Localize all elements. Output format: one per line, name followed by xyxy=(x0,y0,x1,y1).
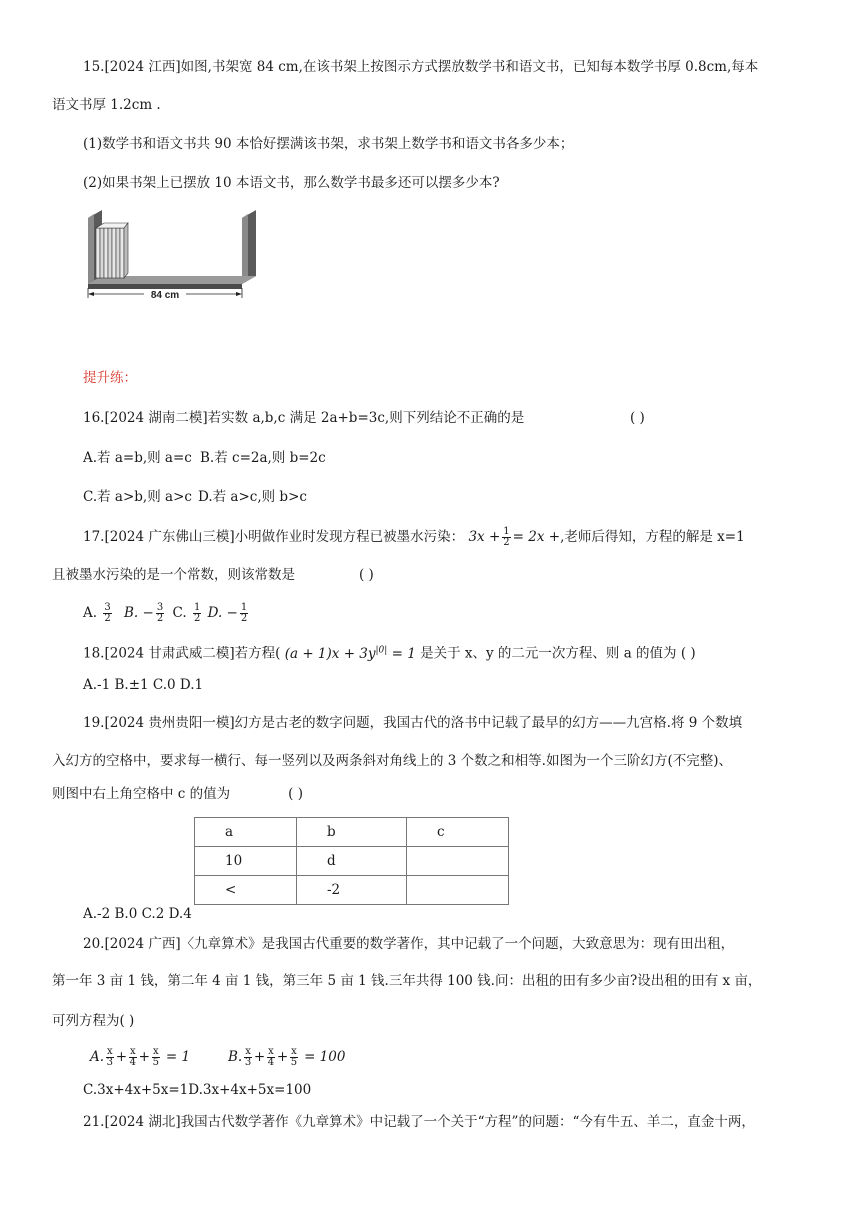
q19-options: A.-2 B.0 C.2 D.4 xyxy=(83,906,192,922)
q19-line1: 19.[2024 贵州贵阳一模]幻方是古老的数字问题，我国古代的洛书中记载了最早的幻方——九宫格.将 9 个数填 xyxy=(83,715,743,731)
q20-line1: 20.[2024 广西]〈九章算术》是我国古代重要的数学著作，其中记载了一个问题，大致意思为：现有田出租， xyxy=(83,936,735,952)
q17-line2: 且被墨水污染的是一个常数，则该常数是 ( ) xyxy=(52,567,374,583)
figure-width-label: 84 cm xyxy=(150,290,180,301)
q16-option-d: D.若 a>c,则 b>c xyxy=(198,489,307,505)
grid-cell: 10 xyxy=(195,847,297,876)
q17-option-c: C. $\frac{1}{2}$ xyxy=(172,602,201,624)
magic-square-grid xyxy=(194,817,509,905)
bookshelf-figure xyxy=(84,208,268,304)
grid-cell: < xyxy=(195,876,297,905)
q17-stem-post: ,老师后得知，方程的解是 x=1 xyxy=(560,529,745,545)
grid-cell: d xyxy=(297,847,407,876)
q17-option-d: D. − $\frac{1}{2}$ xyxy=(207,602,248,624)
q18-stem: 18.[2024 甘肃武威二模]若方程( $(a + 1)x + 3y^{|0|} = 1$ 是关于 x、y 的二元一次方程、则 a 的值为 ( ) xyxy=(83,645,696,662)
grid-cell xyxy=(407,847,509,876)
q20-line2: 第一年 3 亩 1 钱，第二年 4 亩 1 钱，第三年 5 亩 1 钱.三年共得 100 钱.问：出租的田有多少亩?设出租的田有 x 亩， xyxy=(52,973,762,989)
grid-cell: a xyxy=(195,818,297,847)
grid-cell: c xyxy=(407,818,509,847)
q17-option-b: B. − $\frac{3}{2}$ xyxy=(124,602,164,624)
q16-option-b: B.若 c=2a,则 b=2c xyxy=(200,450,326,466)
q15-line2: 语文书厚 1.2cm . xyxy=(52,97,161,113)
grid-row xyxy=(195,876,509,905)
q17-line1 xyxy=(83,527,745,548)
q15-line1: 15.[2024 江西]如图,书架宽 84 cm,在该书架上按图示方式摆放数学书和语文书，已知每本数学书厚 0.8cm,每本 xyxy=(83,59,759,75)
q19-line3: 则图中右上角空格中 c 的值为 ( ) xyxy=(52,786,303,802)
q16-answer-paren: ( ) xyxy=(630,410,645,426)
q20-option-a: A. $\frac{x}{3}$ + $\frac{x}{4}$ + $\frac{x}{5}$ = 1 xyxy=(90,1046,191,1068)
section-title: 提升练： xyxy=(83,370,137,386)
grid-cell xyxy=(407,876,509,905)
grid-cell: -2 xyxy=(297,876,407,905)
q17-equation: 3x + $\frac{1}{2}$ = 2x + xyxy=(468,526,561,548)
grid-row xyxy=(195,847,509,876)
q19-line2: 入幻方的空格中，要求每一横行、每一竖列以及两条斜对角线上的 3 个数之和相等.如图为一个三阶幻方(不完整)、 xyxy=(52,753,732,769)
q17-stem-pre: 17.[2024 广东佛山三模]小明做作业时发现方程已被墨水污染： xyxy=(83,529,465,545)
q15-part2: (2)如果书架上已摆放 10 本语文书，那么数学书最多还可以摆多少本? xyxy=(83,175,500,191)
q17-option-a: A. $\frac{3}{2}$ xyxy=(83,602,111,624)
grid-row xyxy=(195,818,509,847)
q20-options-cd: C.3x+4x+5x=1D.3x+4x+5x=100 xyxy=(83,1082,312,1098)
q16-option-a: A.若 a=b,则 a=c xyxy=(83,450,192,466)
q17-options xyxy=(83,603,250,624)
q20-option-b: B. $\frac{x}{3}$ + $\frac{x}{4}$ + $\frac{x}{5}$ = 100 xyxy=(228,1046,346,1068)
q18-options: A.-1 B.±1 C.0 D.1 xyxy=(83,677,204,693)
q19-answer-paren: ( ) xyxy=(288,786,303,802)
q20-line3: 可列方程为( ) xyxy=(52,1013,135,1029)
q16-option-c: C.若 a>b,则 a>c xyxy=(83,489,192,505)
q15-part1: (1)数学书和语文书共 90 本恰好摆满该书架，求书架上数学书和语文书各多少本； xyxy=(83,136,574,152)
q16-stem: 16.[2024 湖南二模]若实数 a,b,c 满足 2a+b=3c,则下列结论不正确的是 xyxy=(83,410,525,426)
q17-answer-paren: ( ) xyxy=(359,567,374,583)
q18-equation: $(a + 1)x + 3y^{|0|} = 1$ xyxy=(284,645,416,662)
grid-cell: b xyxy=(297,818,407,847)
q21-line1: 21.[2024 湖北]我国古代数学著作《九章算术》中记载了一个关于“方程”的问题：“今有牛五、羊二，直金十两， xyxy=(83,1114,755,1130)
